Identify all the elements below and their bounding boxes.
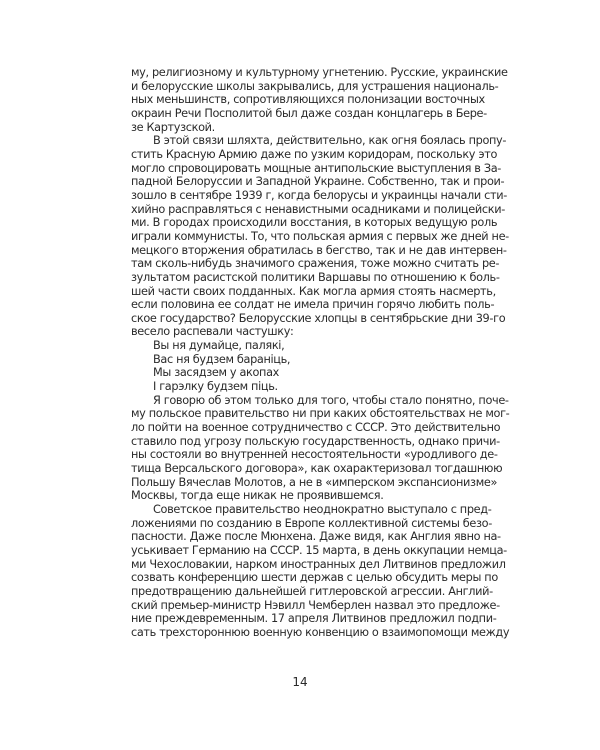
text-line: шей части своих подданных. Как могла армия стоять насмерть, xyxy=(131,284,496,298)
text-line: хийно расправляться с ненавистными осадниками и полицейски- xyxy=(131,202,505,216)
text-line: падной Белоруссии и Западной Украине. Собственно, так и прои- xyxy=(131,175,505,189)
text-line: уськивает Германию на СССР. 15 марта, в день оккупации немца- xyxy=(131,543,507,557)
text-line: ние преждевременным. 17 апреля Литвинов предложил подпи- xyxy=(131,612,497,626)
text-line: мецкого вторжения обратилась в бегство, так и не дав интервен- xyxy=(131,243,507,257)
text-line: ложениями по созданию в Европе коллективной системы безо- xyxy=(131,516,492,530)
verse-line: Вас ня будзем бараніць, xyxy=(153,352,291,366)
text-line: Польшу Вячеслав Молотов, а не в «имперском экспансионизме» xyxy=(131,475,498,489)
verse-line: Вы ня думайце, палякі, xyxy=(153,339,285,353)
text-line: му, религиозному и культурному угнетению. Русские, украинские xyxy=(131,66,508,79)
text-line: ставило под угрозу польскую государственность, однако причи- xyxy=(131,434,500,448)
text-line: В этой связи шляхта, действительно, как огня боялась пропу- xyxy=(153,134,507,148)
text-line: стить Красную Армию даже по узким коридорам, поскольку это xyxy=(131,147,498,161)
text-line: зошло в сентябре 1939 г, когда белорусы и украинцы начали сти- xyxy=(131,188,507,202)
text-line: ский премьер-министр Нэвилл Чемберлен назвал это предложе- xyxy=(131,598,500,612)
page-number: 14 xyxy=(292,675,308,689)
text-line: могло спровоцировать мощные антипольские выступления в За- xyxy=(131,161,502,175)
text-line: ское государство? Белорусские хлопцы в сентябрьские дни 39-го xyxy=(131,311,506,325)
text-line: играли коммунисты. То, что польская армия с первых же дней не- xyxy=(131,229,509,243)
text-line: окраин Речи Посполитой был даже создан концлагерь в Бере- xyxy=(131,106,487,120)
text-line: ми. В городах происходили восстания, в которых ведущую роль xyxy=(131,216,498,230)
text-line: ло пойти на военное сотрудничество с СССР. Это действительно xyxy=(131,421,501,435)
text-line: предотвращению дальнейшей гитлеровской агрессии. Англий- xyxy=(131,584,493,598)
text-line: ми Чехословакии, нарком иностранных дел Литвинов предложил xyxy=(131,557,506,571)
text-line: зультатом расистской политики Варшавы по отношению к боль- xyxy=(131,270,500,284)
page-body-text xyxy=(131,66,510,640)
text-line: ны состояли во внутренней несостоятельности «уродливого де- xyxy=(131,448,498,462)
text-line: созвать конференцию шести держав с целью обсудить меры по xyxy=(131,571,498,585)
text-line: Я говорю об этом только для того, чтобы стало понятно, поче- xyxy=(153,393,509,407)
text-line: там сколь-нибудь значимого сражения, тоже можно считать ре- xyxy=(131,257,500,271)
text-line: сать трехстороннюю военную конвенцию о взаимопомощи между xyxy=(131,625,510,639)
text-line: и белорусские школы закрывались, для устрашения националь- xyxy=(131,79,499,93)
verse-line: Мы засядзем у акопах xyxy=(153,366,280,380)
text-line: Москвы, тогда еще никак не проявившемся. xyxy=(131,489,384,503)
text-line: зе Картузской. xyxy=(131,120,215,134)
text-line: тища Версальского договора», как охарактеризовал тогдашнюю xyxy=(131,462,503,476)
text-line: пасности. Даже после Мюнхена. Даже видя, как Англия явно на- xyxy=(131,530,501,544)
text-line: Советское правительство неоднократно выступало с пред- xyxy=(153,503,492,516)
text-line: весело распевали частушку: xyxy=(131,325,294,339)
text-line: ных меньшинств, сопротивляющихся полонизации восточных xyxy=(131,93,485,107)
text-line: му польское правительство ни при каких обстоятельствах не мог- xyxy=(131,407,510,421)
text-line: если половина ее солдат не имела причин горячо любить поль- xyxy=(131,298,495,312)
verse-line: І гарэлку будзем піць. xyxy=(153,380,278,394)
